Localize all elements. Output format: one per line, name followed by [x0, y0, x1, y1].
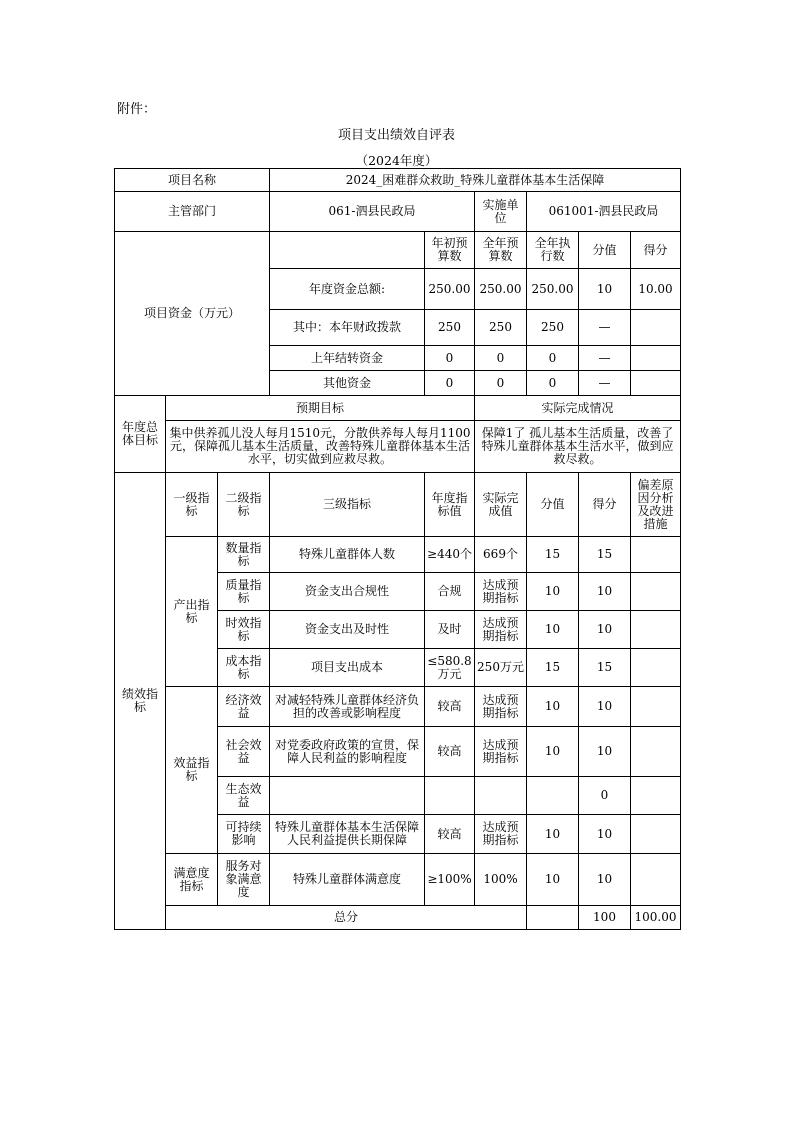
perf-l3: 项目支出成本 [270, 649, 425, 687]
perf-l2: 经济效益 [218, 687, 270, 727]
funds-initial: 250 [425, 310, 475, 346]
funds-row-label: 年度资金总额: [270, 269, 425, 310]
project-name: 2024_困难群众救助_特殊儿童群体基本生活保障 [270, 169, 681, 192]
perf-target: 较高 [425, 727, 475, 777]
dept-label: 主管部门 [115, 192, 270, 232]
perf-l2: 社会效益 [218, 727, 270, 777]
perf-header-dev: 偏差原因分析及改进措施 [631, 473, 681, 537]
funds-initial: 0 [425, 371, 475, 396]
perf-header-got: 得分 [579, 473, 631, 537]
funds-exec: 250 [527, 310, 579, 346]
funds-header-exec: 全年执行数 [527, 232, 579, 269]
perf-l2: 生态效益 [218, 777, 270, 815]
perf-l2: 成本指标 [218, 649, 270, 687]
funds-got [631, 310, 681, 346]
perf-dev [631, 727, 681, 777]
perf-actual: 达成预期指标 [475, 687, 527, 727]
perf-score: 10 [527, 611, 579, 649]
perf-score: 10 [527, 815, 579, 854]
perf-l3: 特殊儿童群体满意度 [270, 854, 425, 906]
perf-got: 10 [579, 611, 631, 649]
perf-score: 10 [527, 727, 579, 777]
perf-target: ≥100% [425, 854, 475, 906]
perf-l3: 资金支出合规性 [270, 573, 425, 611]
perf-header-l1: 一级指标 [166, 473, 218, 537]
funds-score: — [579, 310, 631, 346]
perf-dev [631, 573, 681, 611]
funds-score: — [579, 371, 631, 396]
funds-header-blank [270, 232, 425, 269]
perf-score [527, 777, 579, 815]
funds-header-got: 得分 [631, 232, 681, 269]
perf-dev [631, 854, 681, 906]
funds-header-score: 分值 [579, 232, 631, 269]
perf-target: ≥440个 [425, 537, 475, 573]
total-label: 总分 [166, 906, 527, 930]
year-label: （2024年度） [355, 153, 438, 168]
total-blank [527, 906, 579, 930]
perf-row [115, 854, 681, 906]
impl-label: 实施单位 [475, 192, 527, 232]
perf-actual: 250万元 [475, 649, 527, 687]
perf-l3: 对减轻特殊儿童群体经济负担的改善或影响程度 [270, 687, 425, 727]
perf-score: 10 [527, 573, 579, 611]
goals-actual: 保障1了 孤儿基本生活质量，改善了特殊儿童群体基本生活水平，做到应救尽救。 [475, 421, 681, 473]
evaluation-table [114, 168, 681, 930]
perf-header-l2: 二级指标 [218, 473, 270, 537]
perf-score: 10 [527, 854, 579, 906]
perf-target: 及时 [425, 611, 475, 649]
funds-initial: 0 [425, 346, 475, 371]
funds-got [631, 371, 681, 396]
funds-exec: 250.00 [527, 269, 579, 310]
perf-header-l3: 三级指标 [270, 473, 425, 537]
funds-row-label: 其中：本年财政拨款 [270, 310, 425, 346]
page-title: 项目支出绩效自评表 [337, 128, 455, 143]
perf-target [425, 777, 475, 815]
perf-actual: 达成预期指标 [475, 573, 527, 611]
perf-actual: 669个 [475, 537, 527, 573]
perf-dev [631, 687, 681, 727]
perf-actual [475, 777, 527, 815]
perf-actual: 达成预期指标 [475, 815, 527, 854]
perf-l2: 可持续影响 [218, 815, 270, 854]
goals-expected-label: 预期目标 [166, 396, 475, 421]
perf-got: 10 [579, 687, 631, 727]
perf-dev [631, 537, 681, 573]
perf-actual: 100% [475, 854, 527, 906]
funds-full: 0 [475, 371, 527, 396]
perf-l3: 特殊儿童群体人数 [270, 537, 425, 573]
goals-label: 年度总体目标 [115, 396, 166, 473]
perf-target: 较高 [425, 687, 475, 727]
funds-header-initial: 年初预算数 [425, 232, 475, 269]
funds-full: 0 [475, 346, 527, 371]
perf-actual: 达成预期指标 [475, 611, 527, 649]
perf-actual: 达成预期指标 [475, 727, 527, 777]
perf-got: 15 [579, 537, 631, 573]
perf-score: 10 [527, 687, 579, 727]
funds-header-full: 全年预算数 [475, 232, 527, 269]
perf-l3: 对党委政府政策的宣贯，保障人民利益的影响程度 [270, 727, 425, 777]
perf-label: 绩效指标 [115, 473, 166, 930]
total-got: 100.00 [631, 906, 681, 930]
funds-score: 10 [579, 269, 631, 310]
perf-l2: 数量指标 [218, 537, 270, 573]
perf-got: 10 [579, 815, 631, 854]
total-score: 100 [579, 906, 631, 930]
perf-target: 合规 [425, 573, 475, 611]
funds-full: 250 [475, 310, 527, 346]
attachment-label: 附件： [117, 102, 157, 117]
perf-l2: 时效指标 [218, 611, 270, 649]
project-name-label: 项目名称 [115, 169, 270, 192]
perf-dev [631, 815, 681, 854]
perf-got: 10 [579, 854, 631, 906]
goals-expected: 集中供养孤儿没人每月1510元，分散供养每人每月1100元，保障孤儿基本生活质量，改善特殊儿童群体基本生活水平，切实做到应救尽救。 [166, 421, 475, 473]
funds-score: — [579, 346, 631, 371]
perf-target: 较高 [425, 815, 475, 854]
perf-got: 0 [579, 777, 631, 815]
perf-row [115, 687, 681, 727]
perf-l3: 特殊儿童群体基本生活保障人民利益提供长期保障 [270, 815, 425, 854]
funds-label: 项目资金（万元） [115, 232, 270, 396]
perf-dev [631, 777, 681, 815]
perf-dev [631, 649, 681, 687]
perf-header-target: 年度指标值 [425, 473, 475, 537]
perf-score: 15 [527, 537, 579, 573]
perf-target: ≤580.8万元 [425, 649, 475, 687]
funds-full: 250.00 [475, 269, 527, 310]
funds-initial: 250.00 [425, 269, 475, 310]
dept-value: 061-泗县民政局 [270, 192, 475, 232]
funds-row-label: 其他资金 [270, 371, 425, 396]
funds-exec: 0 [527, 371, 579, 396]
perf-dev [631, 611, 681, 649]
perf-got: 10 [579, 573, 631, 611]
perf-l3: 资金支出及时性 [270, 611, 425, 649]
funds-got [631, 346, 681, 371]
goals-actual-label: 实际完成情况 [475, 396, 681, 421]
impl-value: 061001-泗县民政局 [527, 192, 681, 232]
perf-got: 10 [579, 727, 631, 777]
perf-header-actual: 实际完成值 [475, 473, 527, 537]
funds-exec: 0 [527, 346, 579, 371]
group-benefit: 效益指标 [166, 687, 218, 854]
funds-row-label: 上年结转资金 [270, 346, 425, 371]
group-satisfaction: 满意度指标 [166, 854, 218, 906]
perf-score: 15 [527, 649, 579, 687]
funds-got: 10.00 [631, 269, 681, 310]
perf-header-score: 分值 [527, 473, 579, 537]
perf-got: 15 [579, 649, 631, 687]
perf-l2: 服务对象满意度 [218, 854, 270, 906]
perf-l2: 质量指标 [218, 573, 270, 611]
perf-l3 [270, 777, 425, 815]
group-output: 产出指标 [166, 537, 218, 687]
perf-row [115, 537, 681, 573]
